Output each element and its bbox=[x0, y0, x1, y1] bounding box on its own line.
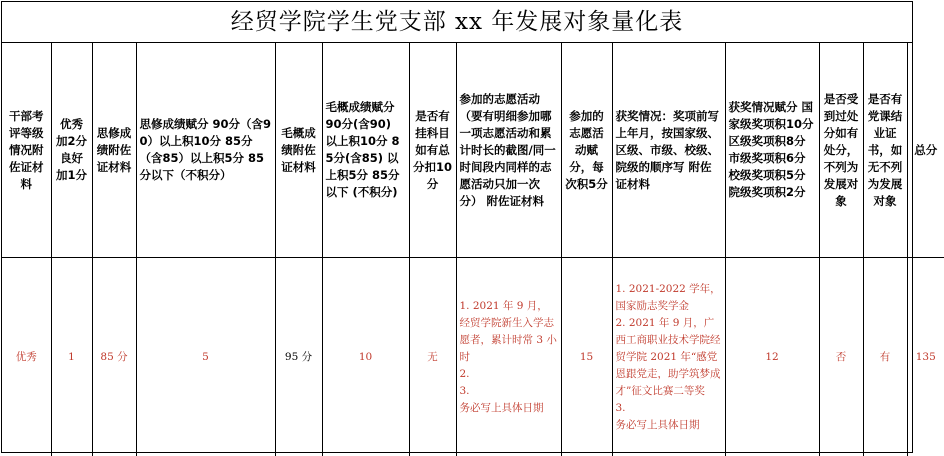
cell-total[interactable]: 135 bbox=[907, 258, 944, 456]
header-punished: 是否受到过处分如有处分，不列为发展对象 bbox=[819, 43, 863, 258]
award-note: 务必写上具体日期 bbox=[616, 417, 722, 434]
volunteer-item: 1. 2021 年 9 月，经贸学院新生入学志愿者，累计时常 3 小时 bbox=[460, 298, 558, 366]
header-awards-score: 获奖情况赋分 国家级奖项积10分 区级奖项积8分 市级奖项积6分 校级奖项积5分 院级奖项积2分 bbox=[725, 43, 819, 258]
header-sixiu-score: 思修成绩赋分 90分（含90）以上积10分 85分（含85）以上积5分 85分以下（不积分） bbox=[136, 43, 275, 258]
quantification-table bbox=[2, 43, 944, 456]
award-item: 2. 2021 年 9 月，广西工商职业技术学院经贸学院 2021 年“感党恩跟党走，助学筑梦成才”征文比赛二等奖 bbox=[616, 315, 722, 400]
header-sixiu-grade: 思修成绩附佐证材料 bbox=[92, 43, 136, 258]
volunteer-item: 2. bbox=[460, 366, 558, 383]
header-volunteer: 参加的志愿活动（要有明细参加哪一项志愿活动和累计时长的截图/同一时间段内同样的志愿活动只加一次分） 附佐证材料 bbox=[456, 43, 561, 258]
table-title: 经贸学院学生党支部 xx 年发展对象量化表 bbox=[2, 2, 912, 43]
header-maogai-score: 毛概成绩赋分 90分(含90) 以上积10分 85分(含85) 以上积5分 85分以下 (不积分) bbox=[322, 43, 409, 258]
header-maogai-grade: 毛概成绩附佐证材料 bbox=[275, 43, 322, 258]
cell-sixiu-grade[interactable]: 85 分 bbox=[92, 258, 136, 456]
header-party-cert: 是否有党课结业证书，如无不列为发展对象 bbox=[863, 43, 907, 258]
volunteer-item: 3. bbox=[460, 383, 558, 400]
cell-maogai-score[interactable]: 10 bbox=[322, 258, 409, 456]
quantification-table-page bbox=[1, 1, 913, 453]
header-cadre-eval: 干部考评等级情况附佐证材料 bbox=[2, 43, 51, 258]
cell-awards[interactable] bbox=[612, 258, 725, 456]
cell-awards-score[interactable]: 12 bbox=[725, 258, 819, 456]
award-item: 1. 2021-2022 学年，国家励志奖学金 bbox=[616, 281, 722, 315]
cell-cadre-eval[interactable]: 优秀 bbox=[2, 258, 51, 456]
header-row bbox=[2, 43, 944, 258]
data-row bbox=[2, 258, 944, 456]
cell-volunteer[interactable] bbox=[456, 258, 561, 456]
cell-party-cert[interactable]: 有 bbox=[863, 258, 907, 456]
header-failed: 是否有挂科目 如有总分扣10分 bbox=[409, 43, 456, 258]
header-awards: 获奖情况：奖项前写上年月，按国家级、区级、市级、校级、院级的顺序写 附佐证材料 bbox=[612, 43, 725, 258]
cell-sixiu-score[interactable]: 5 bbox=[136, 258, 275, 456]
cell-maogai-grade[interactable]: 95 分 bbox=[275, 258, 322, 456]
header-cadre-score: 优秀加2分良好加1分 bbox=[51, 43, 92, 258]
volunteer-note: 务必写上具体日期 bbox=[460, 400, 558, 417]
cell-cadre-score[interactable]: 1 bbox=[51, 258, 92, 456]
header-total: 总分 bbox=[907, 43, 944, 258]
header-volunteer-score: 参加的志愿活动赋分，每次积5分 bbox=[561, 43, 612, 258]
cell-punished[interactable]: 否 bbox=[819, 258, 863, 456]
cell-failed[interactable]: 无 bbox=[409, 258, 456, 456]
cell-volunteer-score[interactable]: 15 bbox=[561, 258, 612, 456]
award-item: 3. bbox=[616, 400, 722, 417]
